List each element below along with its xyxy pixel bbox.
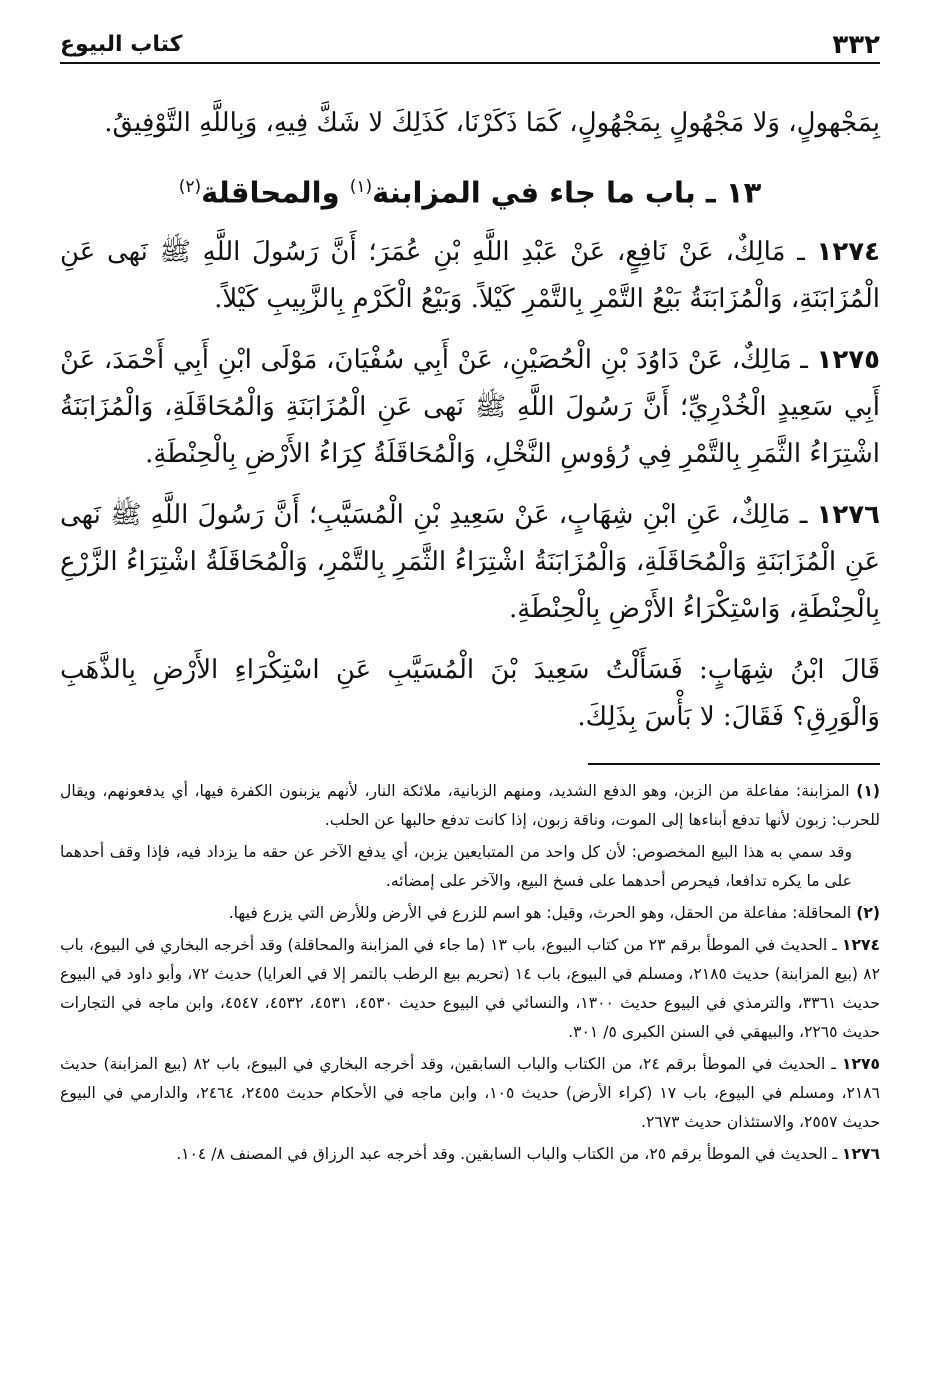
footnote-1 xyxy=(60,777,880,835)
hadith-note-1274 xyxy=(60,931,880,1047)
chapter-heading xyxy=(60,161,880,219)
book-title: كتاب البيوع xyxy=(60,32,183,57)
hadith-1274 xyxy=(60,229,880,323)
hadith-note-1275 xyxy=(60,1050,880,1137)
hadith-note-text: ـ الحديث في الموطأ برقم ٢٣ من كتاب البيوع، باب ١٣ (ما جاء في المزابنة والمحاقلة) وقد أخرجه البخاري في البيوع، باب ٨٢ (بيع المزابنة) حديث ٢١٨٥، ومسلم في البيوع، باب ١٤ (تحريم بيع الرطب بالتمر إلا في العرايا) حديث ٧٢، وأبو داود في البيوع حديث ٣٣٦١، والترمذي في البيوع حديث ١٣٠٠، والنسائي في البيوع حديث ٤٥٣٠، ٤٥٣١، ٤٥٣٢، ٤٥٤٧، وابن ماجه في التجارات حديث ٢٢٦٥، والبيهقي في السنن الكبرى ٥/ ٣٠١. xyxy=(60,935,881,1041)
footnote-2 xyxy=(60,899,880,928)
footnote-text: المحاقلة: مفاعلة من الحقل، وهو الحرث، وقيل: هو اسم للزرع في الأرض وللأرض التي يزرع فيها. xyxy=(228,903,857,922)
hadith-note-number: ١٢٧٥ xyxy=(841,1054,880,1073)
footnote-marker: (١) xyxy=(856,781,880,800)
hadith-note-1276 xyxy=(60,1140,880,1169)
footnotes xyxy=(60,777,880,1169)
hadith-note-text: ـ الحديث في الموطأ برقم ٢٥، من الكتاب والباب السابقين. وقد أخرجه عبد الرزاق في المصنف ٨/ ١٠٤. xyxy=(176,1144,842,1163)
hadith-number: ١٢٧٤ xyxy=(816,236,881,267)
hadith-number: ١٢٧٦ xyxy=(816,499,880,530)
book-page xyxy=(60,22,880,1372)
hadith-text: ـ مَالِكٌ، عَنْ دَاوُدَ بْنِ الْحُصَيْنِ، عَنْ أَبِي سُفْيَانَ، مَوْلَى ابْنِ أَبِي أَحْمَدَ، عَنْ أَبِي سَعِيدٍ الْخُدْرِيِّ؛ أَنَّ رَسُولَ اللَّهِ ﷺ نَهى عَنِ الْمُزَابَنَةِ وَالْمُحَاقَلَةِ، وَالْمُزَابَنَةُ اشْتِرَاءُ الثَّمَرِ بِالتَّمْرِ فِي رُؤوسِ النَّخْلِ، وَالْمُحَاقَلَةُ كِرَاءُ الأَرْضِ بِالْحِنْطَةِ. xyxy=(60,344,880,469)
footnote-ref-2[interactable]: (٢) xyxy=(178,177,202,197)
closing-paragraph: قَالَ ابْنُ شِهَابٍ: فَسَأَلْتُ سَعِيدَ بْنَ الْمُسَيَّبِ عَنِ اسْتِكْرَاءِ الأَرْضِ بِالذَّهَبِ وَالْوَرِقِ؟ فَقَالَ: لا بَأْسَ بِذَلِكَ. xyxy=(60,654,880,732)
footnote-ref-1[interactable]: (١) xyxy=(349,177,373,197)
hadith-1275 xyxy=(60,337,880,478)
hadith-1276 xyxy=(60,492,880,633)
footnote-divider xyxy=(588,763,880,765)
hadith-text: ـ مَالِكٌ، عَنِ ابْنِ شِهَابٍ، عَنْ سَعِيدِ بْنِ الْمُسَيَّبِ؛ أَنَّ رَسُولَ اللَّهِ ﷺ نَهى عَنِ الْمُزَابَنَةِ وَالْمُحَاقَلَةِ، وَالْمُزَابَنَةُ اشْتِرَاءُ الثَّمَرِ بِالتَّمْرِ، وَالْمُحَاقَلَةُ اشْتِرَاءُ الزَّرْعِ بِالْحِنْطَةِ، وَاسْتِكْرَاءُ الأَرْضِ بِالْحِنْطَةِ. xyxy=(60,499,880,624)
hadith-text: ـ مَالِكٌ، عَنْ نَافِعٍ، عَنْ عَبْدِ اللَّهِ بْنِ عُمَرَ؛ أَنَّ رَسُولَ اللَّهِ ﷺ نَهى عَنِ الْمُزَابَنَةِ، وَالْمُزَابَنَةُ بَيْعُ التَّمْرِ بِالتَّمْرِ كَيْلاً. وَبَيْعُ الْكَرْمِ بِالزَّبِيبِ كَيْلاً. xyxy=(60,236,880,314)
chapter-title-middle: والمحاقلة xyxy=(201,175,350,210)
running-header xyxy=(60,22,880,64)
page-number: ٣٣٢ xyxy=(832,30,880,60)
main-text xyxy=(60,100,880,741)
chapter-title-prefix: ١٣ ـ باب ما جاء في المزابنة xyxy=(372,175,762,210)
hadith-note-text: ـ الحديث في الموطأ برقم ٢٤، من الكتاب والباب السابقين، وقد أخرجه البخاري في البيوع، باب ٨٢ (بيع المزابنة) حديث ٢١٨٦، ومسلم في البيوع، باب ١٧ (كراء الأرض) حديث ١٠٥، وابن ماجه في الأحكام حديث ٢٤٥٥، ٢٤٦٤، والدارمي في البيوع حديث ٢٥٥٧، والاستئذان حديث ٢٦٧٣. xyxy=(60,1054,881,1131)
opening-line: بِمَجْهولٍ، وَلا مَجْهُولٍ بِمَجْهُولٍ، كَمَا ذَكَرْنَا، كَذَلِكَ لا شَكَّ فِيهِ، وَبِاللَّهِ التَّوْفِيقُ. xyxy=(104,108,880,138)
hadith-note-number: ١٢٧٦ xyxy=(841,1144,880,1163)
footnote-text: المزابنة: مفاعلة من الزبن، وهو الدفع الشديد، ومنهم الزبانية، ملائكة النار، لأنهم يزبنون الكفرة فيها، أي يدفعونهم، ويقال للحرب: زبون لأنها تدفع أبناءها إلى الموت، وناقة زبون، إذا كانت تدفع حالبها عن الحلب. xyxy=(60,781,880,829)
hadith-number: ١٢٧٥ xyxy=(816,344,880,375)
footnote-marker: (٢) xyxy=(856,903,880,922)
footnote-1-continuation: وقد سمي به هذا البيع المخصوص: لأن كل واحد من المتبايعين يزبن، أي يدفع الآخر عن حقه ما يزداد فيه، فإذا وقف أحدهما على ما يكره تدافعا، فيحرص أحدهما على فسخ البيع، والآخر على إمضائه. xyxy=(60,842,852,890)
hadith-note-number: ١٢٧٤ xyxy=(841,935,880,954)
